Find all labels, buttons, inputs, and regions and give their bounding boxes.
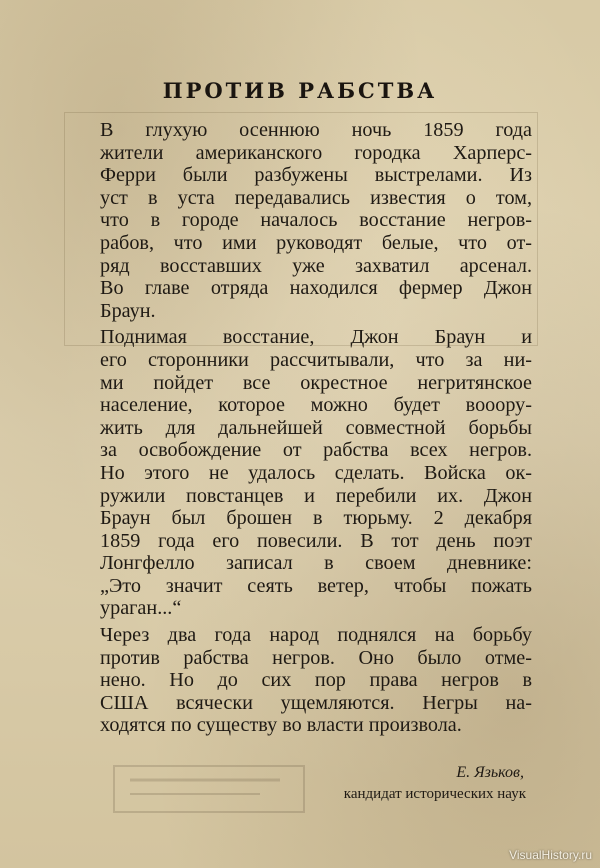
text-line: Но этого не удалось сделать. Войска ок- bbox=[100, 461, 532, 484]
text-line: ураган...“ bbox=[100, 597, 182, 620]
article-title: ПРОТИВ РАБСТВА bbox=[162, 78, 438, 103]
faded-stamp-mark bbox=[110, 760, 310, 820]
text-line: что в городе началось восстание негров- bbox=[100, 209, 532, 232]
text-line: Во главе отряда находился фермер Джон bbox=[100, 277, 532, 300]
text-line: за освобождение от рабства всех негров. bbox=[100, 439, 532, 462]
text-line: ружили повстанцев и перебили их. Джон bbox=[100, 484, 532, 507]
paragraph-1 bbox=[74, 119, 532, 322]
paragraph-2 bbox=[74, 326, 532, 620]
site-watermark: VisualHistory.ru bbox=[509, 848, 592, 862]
text-line: Ферри были разбужены выстрелами. Из bbox=[100, 164, 532, 187]
text-line: Браун был брошен в тюрьму. 2 декабря bbox=[100, 507, 532, 530]
author-credential: кандидат исторических наук bbox=[343, 786, 526, 802]
text-line: Поднимая восстание, Джон Браун и bbox=[100, 326, 532, 349]
text-line: его сторонники рассчитывали, что за ни- bbox=[100, 348, 532, 371]
text-line: Лонгфелло записал в своем дневнике: bbox=[100, 552, 532, 575]
text-line: уст в уста передавались известия о том, bbox=[100, 186, 532, 209]
article-body bbox=[74, 119, 532, 741]
text-line: ходятся по существу во власти произвола. bbox=[100, 714, 462, 737]
text-line: население, которое можно будет вооору- bbox=[100, 394, 532, 417]
text-line: „Это значит сеять ветер, чтобы пожать bbox=[100, 574, 532, 597]
text-line: жители американского городка Харперс- bbox=[100, 141, 532, 164]
text-line: США всячески ущемляются. Негры на- bbox=[100, 691, 532, 714]
text-line: ряд восставших уже захватил арсенал. bbox=[100, 254, 532, 277]
text-line: Через два года народ поднялся на борьбу bbox=[100, 624, 532, 647]
text-line: Браун. bbox=[100, 299, 156, 322]
author-name: Е. Язьков, bbox=[456, 764, 524, 781]
text-line: жить для дальнейшей совместной борьбы bbox=[100, 416, 532, 439]
text-line: против рабства негров. Оно было отме- bbox=[100, 646, 532, 669]
paragraph-3 bbox=[74, 624, 532, 737]
text-line: 1859 года его повесили. В тот день поэт bbox=[100, 529, 532, 552]
text-line: рабов, что ими руководят белые, что от- bbox=[100, 231, 532, 254]
text-line: нено. Но до сих пор права негров в bbox=[100, 669, 532, 692]
text-line: ми пойдет все окрестное негритянское bbox=[100, 371, 532, 394]
text-line: В глухую осеннюю ночь 1859 года bbox=[100, 119, 532, 141]
